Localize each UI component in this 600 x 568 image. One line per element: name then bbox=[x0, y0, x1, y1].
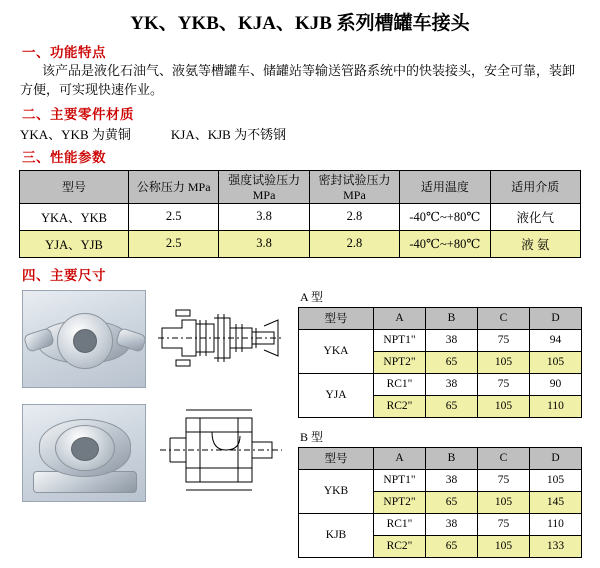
dim-cell: 38 bbox=[426, 373, 478, 395]
table-header-row bbox=[299, 307, 582, 329]
dim-cell: 38 bbox=[426, 513, 478, 535]
dim-header-cell: A bbox=[374, 447, 426, 469]
perf-cell: 2.8 bbox=[309, 203, 399, 230]
section-heading-material: 二、主要零件材质 bbox=[22, 106, 134, 122]
perf-cell: YKA、YKB bbox=[20, 203, 129, 230]
dim-cell: 75 bbox=[478, 373, 530, 395]
material-line bbox=[20, 124, 590, 143]
dim-cell: 94 bbox=[530, 329, 582, 351]
dim-cell: 75 bbox=[478, 329, 530, 351]
photo-column bbox=[22, 290, 144, 518]
dim-header-cell: A bbox=[374, 307, 426, 329]
dim-cell: 90 bbox=[530, 373, 582, 395]
dim-cell: 145 bbox=[530, 491, 582, 513]
dim-model-cell: YKB bbox=[299, 469, 374, 513]
section-heading-dimensions: 四、主要尺寸 bbox=[22, 267, 106, 283]
dim-cell: 105 bbox=[478, 535, 530, 557]
perf-cell: -40℃~+80℃ bbox=[400, 203, 490, 230]
perf-header-cell: 公称压力 MPa bbox=[129, 170, 219, 203]
photo-shape bbox=[71, 437, 99, 461]
table-row bbox=[299, 373, 582, 395]
table-label-b: B 型 bbox=[300, 429, 324, 444]
dimension-table-a bbox=[298, 307, 582, 418]
perf-cell: 液化气 bbox=[490, 203, 580, 230]
dim-cell: 110 bbox=[530, 513, 582, 535]
dim-cell: 38 bbox=[426, 329, 478, 351]
dim-cell: 65 bbox=[426, 535, 478, 557]
perf-cell: 2.8 bbox=[309, 230, 399, 257]
dim-cell: RC1" bbox=[374, 513, 426, 535]
page-title: YK、YKB、KJA、KJB 系列槽罐车接头 bbox=[130, 13, 470, 34]
features-body-text: 该产品是液化石油气、液氨等槽罐车、储罐站等输送管路系统中的快装接头，安全可靠，装卸方便，可实现快速作业。 bbox=[20, 63, 576, 97]
dim-header-cell: D bbox=[530, 447, 582, 469]
dim-cell: RC2" bbox=[374, 395, 426, 417]
dim-cell: 105 bbox=[530, 469, 582, 491]
section-heading-performance: 三、性能参数 bbox=[22, 149, 106, 165]
table-label-a: A 型 bbox=[300, 289, 324, 304]
dim-cell: NPT1" bbox=[374, 469, 426, 491]
dim-header-cell: C bbox=[478, 307, 530, 329]
perf-cell: -40℃~+80℃ bbox=[400, 230, 490, 257]
dim-cell: NPT1" bbox=[374, 329, 426, 351]
perf-cell: YJA、YJB bbox=[20, 230, 129, 257]
dim-header-cell: 型号 bbox=[299, 447, 374, 469]
perf-header-cell: 密封试验压力 MPa bbox=[309, 170, 399, 203]
perf-cell: 2.5 bbox=[129, 230, 219, 257]
dim-cell: 75 bbox=[478, 513, 530, 535]
dim-cell: RC2" bbox=[374, 535, 426, 557]
perf-header-cell: 强度试验压力 MPa bbox=[219, 170, 309, 203]
perf-cell: 液 氨 bbox=[490, 230, 580, 257]
perf-cell: 3.8 bbox=[219, 230, 309, 257]
table-header-row bbox=[299, 447, 582, 469]
coupling-photo-b bbox=[22, 404, 146, 502]
dimensions-area bbox=[10, 288, 590, 553]
dim-header-cell: B bbox=[426, 307, 478, 329]
dim-header-cell: C bbox=[478, 447, 530, 469]
dimension-table-b bbox=[298, 447, 582, 558]
dimension-tables-column bbox=[298, 288, 586, 568]
dim-cell: 105 bbox=[530, 351, 582, 373]
perf-header-cell: 适用温度 bbox=[400, 170, 490, 203]
dim-cell: 38 bbox=[426, 469, 478, 491]
section-heading-features: 一、功能特点 bbox=[22, 45, 106, 60]
perf-header-cell: 适用介质 bbox=[490, 170, 580, 203]
dim-cell: 110 bbox=[530, 395, 582, 417]
coupling-drawing-a bbox=[156, 290, 284, 386]
table-row bbox=[299, 329, 582, 351]
perf-header-cell: 型号 bbox=[20, 170, 129, 203]
table-row bbox=[20, 230, 581, 257]
perf-cell: 3.8 bbox=[219, 203, 309, 230]
dim-cell: 105 bbox=[478, 491, 530, 513]
dim-model-cell: KJB bbox=[299, 513, 374, 557]
dim-cell: 105 bbox=[478, 395, 530, 417]
material-left: YKA、YKB 为黄铜 bbox=[20, 126, 131, 142]
dim-model-cell: YJA bbox=[299, 373, 374, 417]
drawing-column bbox=[156, 290, 286, 514]
dim-cell: 133 bbox=[530, 535, 582, 557]
dim-header-cell: B bbox=[426, 447, 478, 469]
dim-header-cell: D bbox=[530, 307, 582, 329]
dim-cell: NPT2" bbox=[374, 491, 426, 513]
table-header-row bbox=[20, 170, 581, 203]
dim-cell: 65 bbox=[426, 491, 478, 513]
dim-cell: NPT2" bbox=[374, 351, 426, 373]
dim-cell: 75 bbox=[478, 469, 530, 491]
table-row bbox=[299, 469, 582, 491]
material-right: KJA、KJB 为不锈钢 bbox=[170, 126, 287, 142]
dim-model-cell: YKA bbox=[299, 329, 374, 373]
dim-cell: 105 bbox=[478, 351, 530, 373]
coupling-photo-a bbox=[22, 290, 146, 388]
dim-header-cell: 型号 bbox=[299, 307, 374, 329]
dim-cell: 65 bbox=[426, 395, 478, 417]
photo-shape bbox=[73, 329, 97, 353]
coupling-drawing-b bbox=[156, 402, 284, 498]
table-row bbox=[20, 203, 581, 230]
perf-cell: 2.5 bbox=[129, 203, 219, 230]
dim-cell: RC1" bbox=[374, 373, 426, 395]
performance-table bbox=[19, 170, 581, 258]
document-page bbox=[0, 8, 600, 553]
features-body bbox=[20, 62, 584, 100]
table-row bbox=[299, 513, 582, 535]
dim-cell: 65 bbox=[426, 351, 478, 373]
